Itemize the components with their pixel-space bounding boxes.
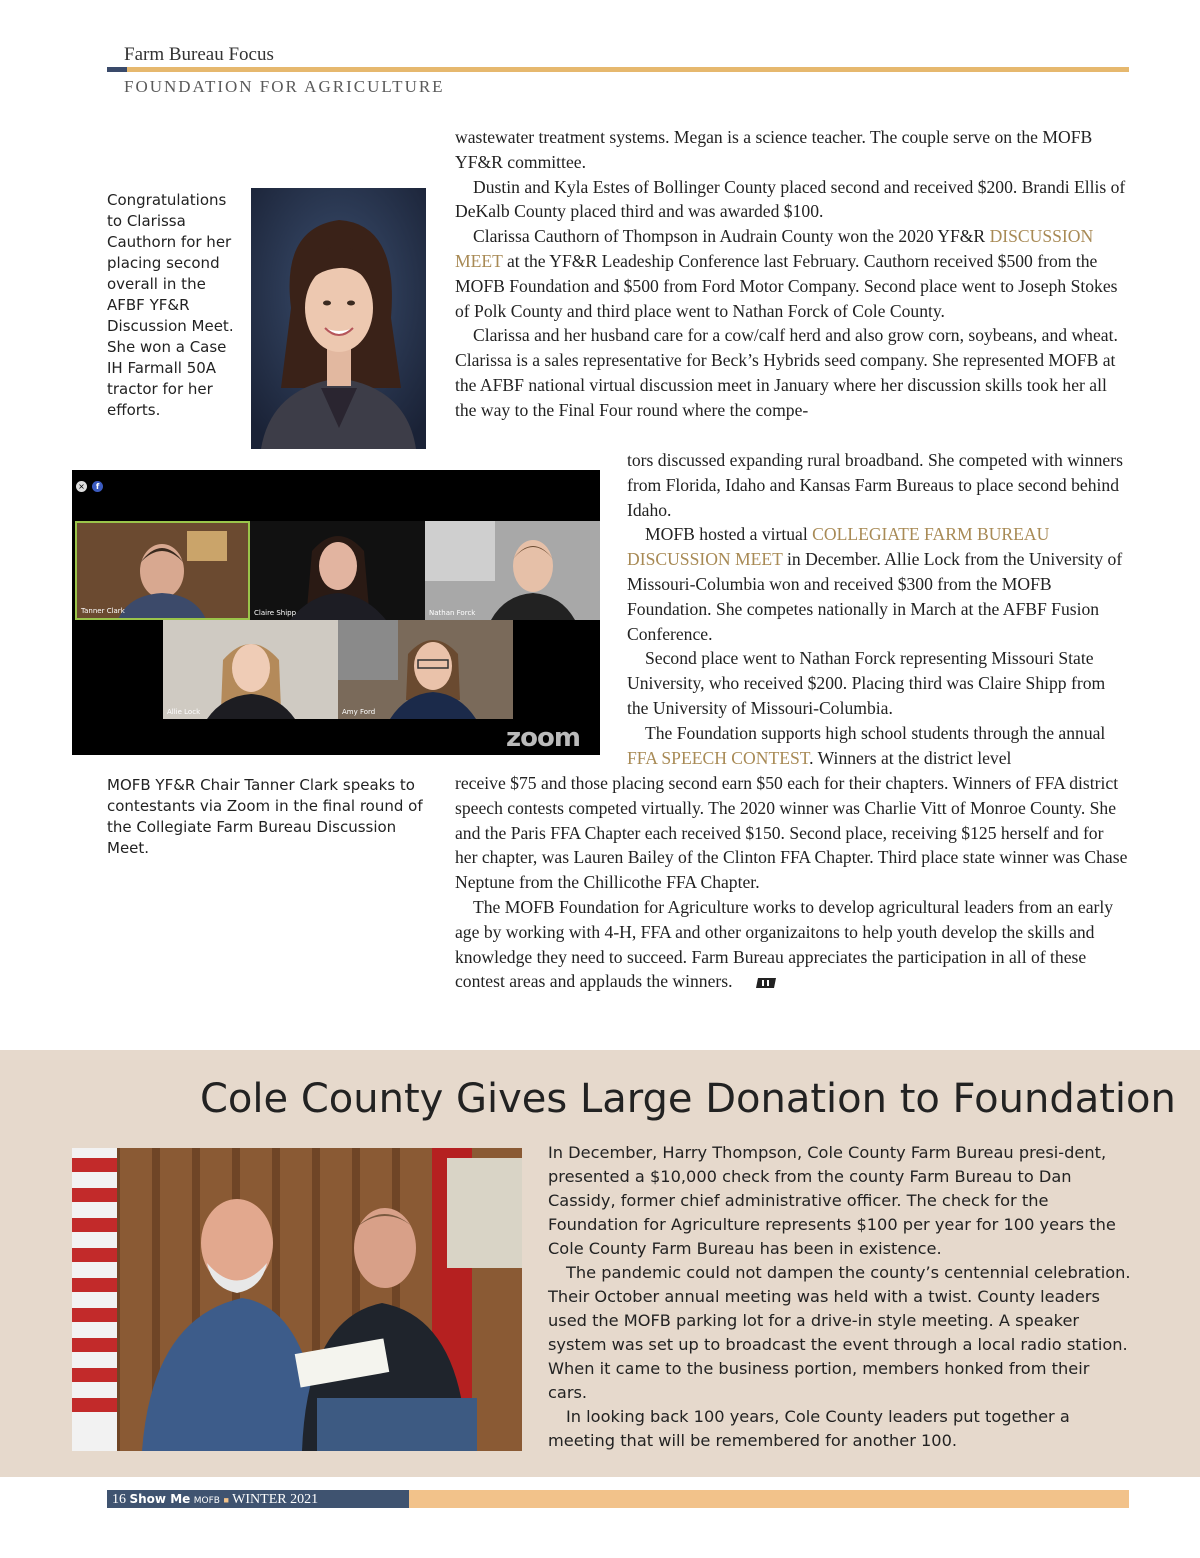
participant-name: Allie Lock [167, 708, 201, 716]
article-paragraph: The MOFB Foundation for Agriculture works to develop agricultural leaders from an early age by working with 4-H, FFA and other organizaitons to help youth develop the skills and knowledge they need to succeed. Farm Bureau appreciates the participation in all of these contest areas and applauds the winners. [455, 895, 1129, 996]
sidebar-paragraph: In December, Harry Thompson, Cole County Farm Bureau presi-dent, presented a $10,000 check from the county Farm Bureau to Dan Cassidy, former chief administrative officer. The check for the Foundation for Agriculture represents $100 per year for 100 years the Cole County Farm Bureau has been in existence. [548, 1143, 1116, 1258]
participant-name: Amy Ford [342, 708, 376, 716]
link-ffa-speech-contest[interactable]: FFA SPEECH CONTEST [627, 747, 810, 768]
participant-name: Tanner Clark [81, 607, 125, 615]
video-tile [163, 620, 338, 719]
video-tile [338, 620, 513, 719]
sidebar-paragraph: The pandemic could not dampen the county’s centennial celebration. Their October annual meeting was held with a twist. County leaders used the MOFB parking lot for a drive-in style meeting. A speaker system was set up to broadcast the event through a local radio station. When it came to the business portion, members honked from their cars. [548, 1263, 1131, 1402]
footer-separator: ■ [223, 1495, 229, 1505]
close-icon: × [76, 481, 87, 492]
sidebar-story-text [548, 1141, 1132, 1453]
video-tile [425, 521, 600, 620]
article-paragraph: MOFB hosted a virtual COLLEGIATE FARM BUREAU DISCUSSION MEET in December. Allie Lock from the University of Missouri-Columbia won and received $300 from the MOFB Foundation. She competes nationally in March at the AFBF Fusion Conference. [627, 524, 1123, 644]
link-discussion-meet[interactable]: DISCUSSION MEET [455, 226, 1094, 271]
article-column-top [455, 125, 1129, 423]
sidebar-story-title: Cole County Gives Large Donation to Foundation [200, 1076, 1176, 1122]
article-paragraph: Clarissa and her husband care for a cow/calf herd and also grow corn, soybeans, and wheat. Clarissa is a sales representative for Beck’s Hybrids seed company. She represented MOFB at the AFBF national virtual discussion meet in January where her discussion skills took her all the way to the Final Four round where the compe- [455, 325, 1118, 420]
farm-bureau-end-icon [737, 971, 777, 996]
publication-title: Farm Bureau Focus [124, 44, 274, 65]
article-column-middle [627, 448, 1129, 770]
footer-info [112, 1490, 318, 1508]
participant-name: Nathan Forck [429, 609, 476, 617]
participant-name: Claire Shipp [254, 609, 297, 617]
magazine-org: MOFB [193, 1496, 220, 1506]
article-paragraph: tors discussed expanding rural broadband. She competed with winners from Florida, Idaho and Kansas Farm Bureaus to place second behind Idaho. [627, 450, 1123, 520]
check-presentation-photo [72, 1148, 522, 1451]
article-paragraph: Second place went to Nathan Forck representing Missouri State University, who received $200. Placing third was Claire Shipp from the University of Missouri-Columbia. [627, 648, 1106, 718]
header-rule-accent [107, 67, 127, 72]
issue-label: WINTER 2021 [232, 1492, 319, 1507]
article-paragraph: Dustin and Kyla Estes of Bollinger County placed second and received $200. Brandi Ellis of DeKalb County placed third and was awarded $100. [455, 176, 1126, 222]
link-collegiate-discussion-meet[interactable]: COLLEGIATE FARM BUREAU DISCUSSION MEET [627, 524, 1050, 570]
zoom-window-controls [76, 474, 103, 493]
article-paragraph: The Foundation supports high school students through the annual FFA SPEECH CONTEST. Winners at the district level [627, 722, 1106, 768]
zoom-logo: zoom [506, 723, 580, 753]
article-paragraph: receive $75 and those placing second earn $50 each for their chapters. Winners of FFA district speech contests competed virtually. The 2020 winner was Charlie Vitt of Monroe County. She and the Paris FFA Chapter each received $150. Second place, receiving $125 herself and for her chapter, was Lauren Bailey of the Clinton FFA Chapter. Third place state winner was Chase Neptune from the Chillicothe FFA Chapter. [455, 773, 1128, 893]
header-rule [127, 67, 1129, 72]
article-paragraph: wastewater treatment systems. Megan is a science teacher. The couple serve on the MOFB YF&R committee. [455, 127, 1093, 172]
zoom-caption: MOFB YF&R Chair Tanner Clark speaks to contestants via Zoom in the final round of the Collegiate Farm Bureau Discussion Meet. [107, 776, 423, 857]
video-tile [250, 521, 425, 620]
article-paragraph: Clarissa Cauthorn of Thompson in Audrain County won the 2020 YF&R DISCUSSION MEET at the YF&R Leadeship Conference last February. Cauthorn received $500 from the MOFB Foundation and $500 from Ford Motor Company. Second place went to Joseph Stokes of Polk County and third place went to Nathan Forck of Cole County. [455, 226, 1118, 321]
zoom-screenshot [72, 470, 600, 755]
portrait-caption: Congratulations to Clarissa Cauthorn for her placing second overall in the AFBF YF&R Discussion Meet. She won a Case IH Farmall 50A tractor for her efforts. [107, 191, 234, 419]
magazine-brand: Show Me [129, 1492, 191, 1506]
footer-bar-gold [409, 1490, 1129, 1508]
video-tile [75, 521, 250, 620]
section-title: FOUNDATION FOR AGRICULTURE [124, 77, 445, 96]
article-column-bottom [455, 771, 1129, 996]
portrait-photo [251, 188, 426, 449]
sidebar-paragraph: In looking back 100 years, Cole County leaders put together a meeting that will be remembered for another 100. [548, 1407, 1070, 1450]
page-number: 16 [112, 1492, 126, 1507]
facebook-icon: f [92, 481, 103, 492]
